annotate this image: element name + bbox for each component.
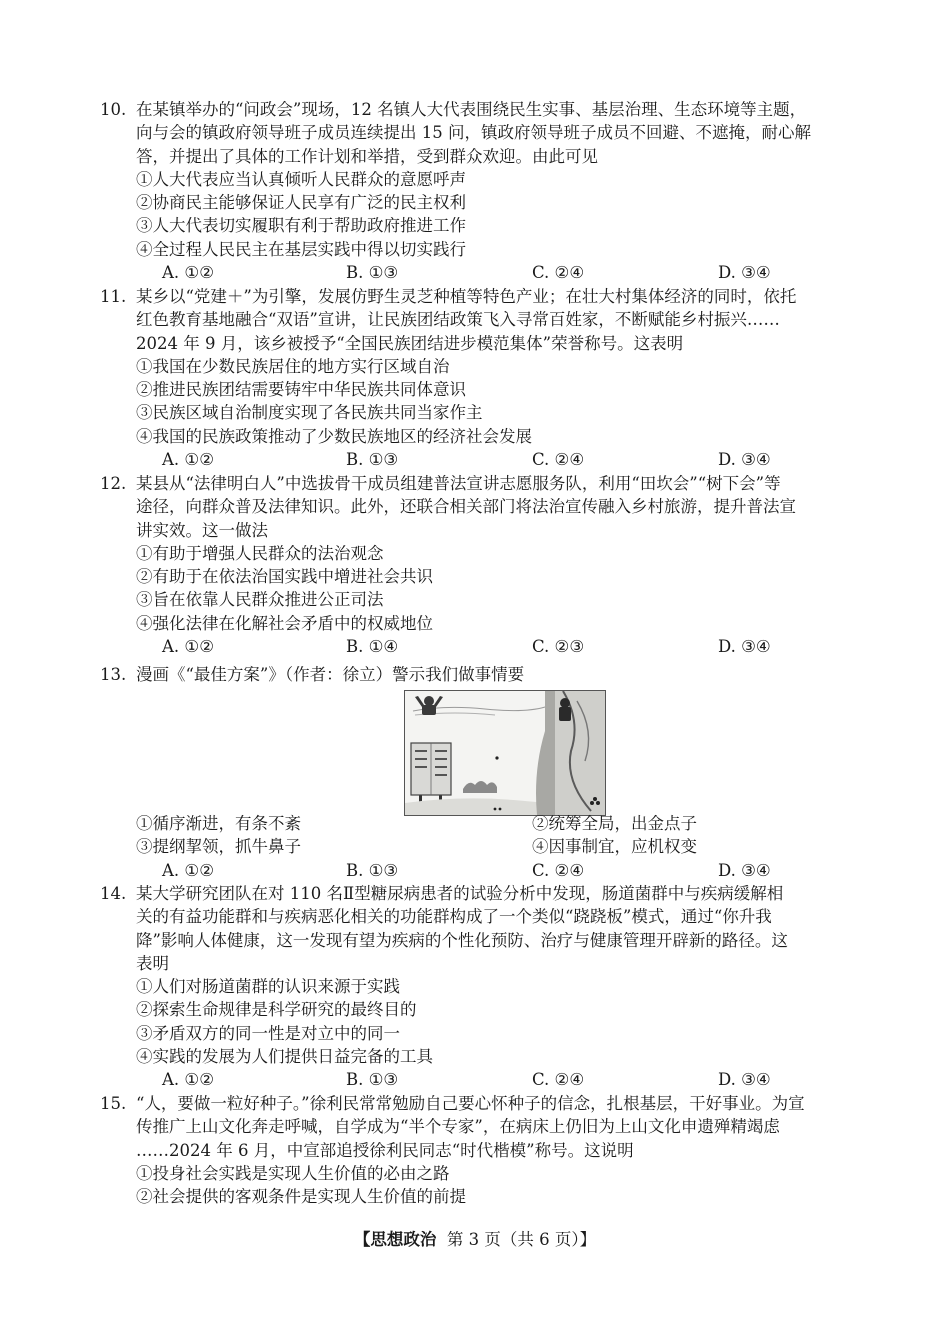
statement: ②探索生命规律是科学研究的最终目的 — [136, 1000, 417, 1020]
stem-line: 降”影响人体健康，这一发现有望为疾病的个性化预防、治疗与健康管理开辟新的路径。这 — [136, 930, 788, 950]
statement: ④实践的发展为人们提供日益完备的工具 — [136, 1047, 433, 1067]
question-number: 11. — [100, 287, 127, 306]
choice-d: D. ③④ — [718, 1070, 771, 1090]
stem-line: 途径，向群众普及法律知识。此外，还联合相关部门将法治宣传融入乡村旅游，提升普法宣 — [136, 497, 796, 517]
choice-a: A. ①② — [162, 637, 214, 657]
stem-line: 答，并提出了具体的工作计划和举措，受到群众欢迎。由此可见 — [136, 146, 598, 166]
cartoon-drawing — [405, 691, 605, 815]
answer-choices — [136, 261, 878, 284]
question-12 — [100, 472, 878, 658]
statement: ③矛盾双方的同一性是对立中的同一 — [136, 1023, 400, 1043]
stem-line: 传推广上山文化奔走呼喊，自学成为“半个专家”，在病床上仍旧为上山文化申遗殚精竭虑 — [136, 1117, 780, 1137]
choice-a: A. ①② — [162, 860, 214, 880]
statement: ②统筹全局，出金点子 — [532, 814, 697, 833]
statement: ①循序渐进，有条不紊 — [136, 814, 301, 833]
stem-line: 向与会的镇政府领导班子成员连续提出 15 问，镇政府领导班子成员不回避、不遮掩，耐心解 — [136, 123, 811, 143]
choice-c: C. ②③ — [532, 637, 585, 657]
stem-line: 2024 年 9 月，该乡被授予“全国民族团结进步模范集体”荣誉称号。这表明 — [136, 333, 684, 353]
subject-label: 【思想政治 — [353, 1230, 437, 1249]
statement: ④因事制宜，应机权变 — [532, 837, 697, 857]
choice-d: D. ③④ — [718, 263, 771, 283]
choice-d: D. ③④ — [718, 450, 771, 470]
choice-c: C. ②④ — [532, 1070, 585, 1090]
question-14 — [100, 882, 878, 1092]
statement: ①有助于增强人民群众的法治观念 — [136, 543, 384, 563]
statement: ③旨在依靠人民群众推进公正司法 — [136, 590, 384, 610]
question-13-options — [136, 812, 878, 882]
choice-c: C. ②④ — [532, 450, 585, 470]
choice-d: D. ③④ — [718, 637, 771, 657]
statement: ②社会提供的客观条件是实现人生价值的前提 — [136, 1187, 466, 1207]
stem-line: 某县从“法律明白人”中选拔骨干成员组建普法宣讲志愿服务队，利用“田坎会”“树下会”等 — [136, 474, 781, 493]
question-number: 14. — [100, 884, 127, 903]
choice-c: C. ②④ — [532, 860, 585, 880]
statement: ①我国在少数民族居住的地方实行区域自治 — [136, 356, 450, 376]
question-number: 10. — [100, 100, 127, 119]
statement: ②有助于在依法治国实践中增进社会共识 — [136, 567, 433, 587]
page-number: 第 3 页（共 6 页）】 — [446, 1230, 597, 1249]
statement-row — [136, 812, 878, 835]
statement: ②推进民族团结需要铸牢中华民族共同体意识 — [136, 380, 466, 400]
question-10 — [100, 98, 878, 284]
question-15 — [100, 1092, 878, 1208]
answer-choices — [136, 859, 878, 882]
statement: ③人大代表切实履职有利于帮助政府推进工作 — [136, 216, 466, 236]
stem-line: “人，要做一粒好种子。”徐利民常常勉励自己要心怀种子的信念，扎根基层，干好事业。为宣 — [136, 1094, 805, 1113]
stem-line: 讲实效。这一做法 — [136, 520, 268, 540]
stem-line: 红色教育基地融合“双语”宣讲，让民族团结政策飞入寻常百姓家，不断赋能乡村振兴…… — [136, 310, 780, 330]
statement: ③民族区域自治制度实现了各民族共同当家作主 — [136, 403, 483, 423]
statement: ②协商民主能够保证人民享有广泛的民主权利 — [136, 193, 466, 213]
stem-line: ……2024 年 6 月，中宣部追授徐利民同志“时代楷模”称号。这说明 — [136, 1140, 634, 1160]
statement: ④我国的民族政策推动了少数民族地区的经济社会发展 — [136, 426, 532, 446]
choice-b: B. ①③ — [346, 860, 399, 880]
statement: ④强化法律在化解社会矛盾中的权威地位 — [136, 613, 433, 633]
stem-line: 关的有益功能群和与疾病恶化相关的功能群构成了一个类似“跷跷板”模式，通过“你升我 — [136, 907, 772, 927]
stem-line: 某大学研究团队在对 110 名Ⅱ型糖尿病患者的试验分析中发现，肠道菌群中与疾病缓解相 — [136, 884, 784, 903]
choice-c: C. ②④ — [532, 263, 585, 283]
question-11 — [100, 285, 878, 471]
question-number: 15. — [100, 1094, 127, 1113]
choice-d: D. ③④ — [718, 860, 771, 880]
page-footer — [0, 1226, 950, 1250]
stem-line: 漫画《“最佳方案”》（作者：徐立）警示我们做事情要 — [136, 665, 525, 684]
statement: ①人大代表应当认真倾听人民群众的意愿呼声 — [136, 169, 466, 189]
question-13 — [100, 663, 878, 686]
question-number: 12. — [100, 474, 127, 493]
statement: ③提纲挈领，抓牛鼻子 — [136, 837, 301, 857]
stem-line: 在某镇举办的“问政会”现场，12 名镇人大代表围绕民生实事、基层治理、生态环境等主题， — [136, 100, 807, 119]
stem-line: 表明 — [136, 953, 169, 973]
stem-line: 某乡以“党建＋”为引擎，发展仿野生灵芝种植等特色产业；在壮大村集体经济的同时，依托 — [136, 287, 797, 306]
statement: ①投身社会实践是实现人生价值的必由之路 — [136, 1163, 450, 1183]
choice-a: A. ①② — [162, 1070, 214, 1090]
choice-b: B. ①③ — [346, 450, 399, 470]
choice-b: B. ①③ — [346, 1070, 399, 1090]
choice-a: A. ①② — [162, 263, 214, 283]
statement-row — [136, 835, 878, 858]
question-number: 13. — [100, 665, 127, 684]
choice-b: B. ①④ — [346, 637, 399, 657]
cartoon-illustration — [404, 690, 606, 816]
answer-choices — [136, 635, 878, 658]
statement: ①人们对肠道菌群的认识来源于实践 — [136, 977, 400, 997]
statement: ④全过程人民民主在基层实践中得以切实践行 — [136, 239, 466, 259]
answer-choices — [136, 448, 878, 471]
choice-a: A. ①② — [162, 450, 214, 470]
choice-b: B. ①③ — [346, 263, 399, 283]
answer-choices — [136, 1068, 878, 1091]
